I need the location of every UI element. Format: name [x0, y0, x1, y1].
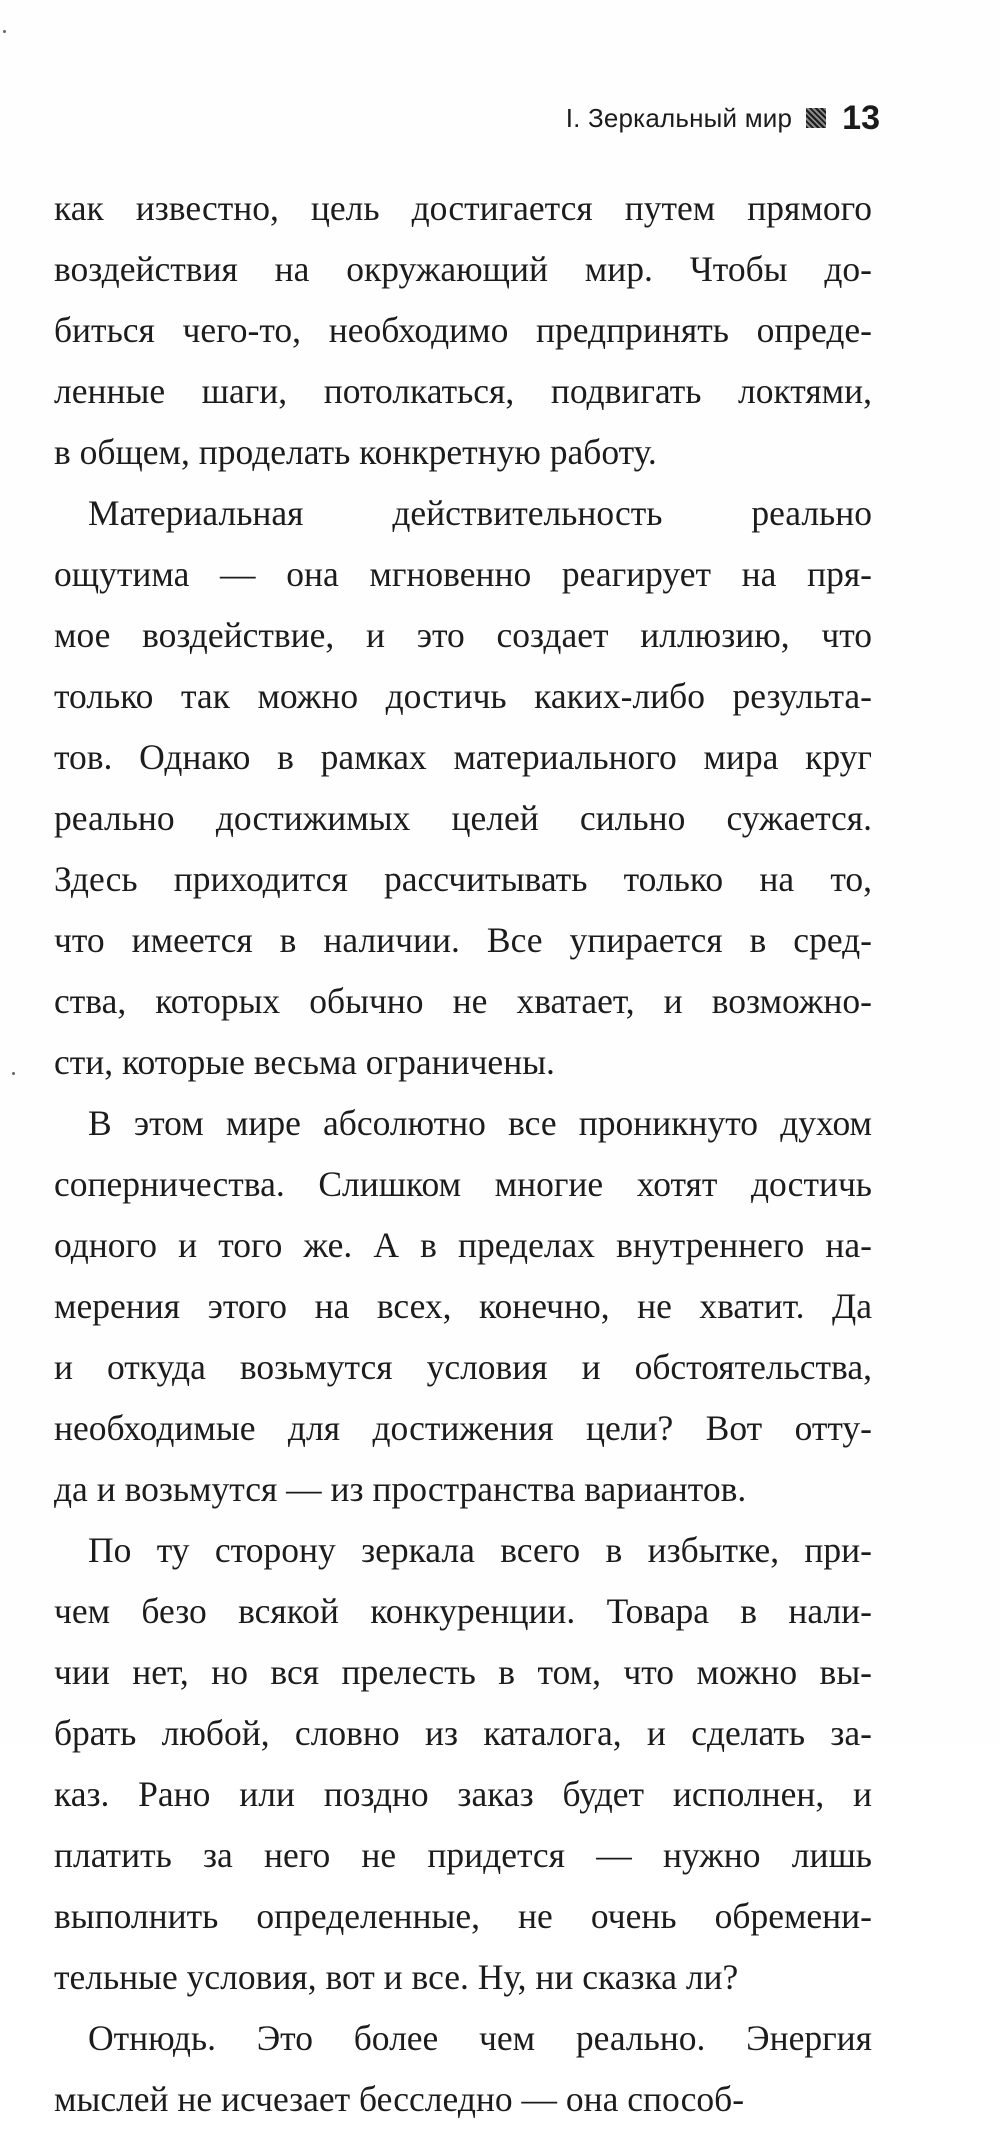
body-text [54, 178, 872, 2130]
text-line: что имеется в наличии. Все упирается в сред- [54, 920, 872, 960]
text-line: чем безо всякой конкуренции. Товара в нали- [54, 1591, 872, 1631]
text-line: тельные условия, вот и все. Ну, ни сказка ли? [54, 1957, 739, 1997]
text-line: соперничества. Слишком многие хотят достичь [54, 1164, 872, 1204]
text-line: как известно, цель достигается путем прямого [54, 188, 872, 228]
text-line: биться чего-то, необходимо предпринять опреде- [54, 310, 872, 350]
text-line: только так можно достичь каких-либо результа- [54, 676, 872, 716]
text-line: ощутима — она мгновенно реагирует на пря- [54, 554, 872, 594]
text-line: реально достижимых целей сильно сужается. [54, 798, 872, 838]
page-number: 13 [842, 98, 880, 137]
text-line: По ту сторону зеркала всего в избытке, при- [88, 1530, 872, 1570]
text-line: и откуда возьмутся условия и обстоятельства, [54, 1347, 872, 1387]
paragraph [54, 178, 872, 483]
paragraph [54, 1093, 872, 1520]
text-line: мерения этого на всех, конечно, не хватит. Да [54, 1286, 872, 1326]
text-line: в общем, проделать конкретную работу. [54, 432, 657, 472]
text-line: мыслей не исчезает бесследно — она способ- [54, 2079, 745, 2119]
paragraph [54, 2008, 872, 2130]
running-header [566, 96, 880, 140]
text-line: выполнить определенные, не очень обремени- [54, 1896, 872, 1936]
square-marker-icon [806, 108, 826, 128]
chapter-title: I. Зеркальный мир [565, 102, 793, 133]
text-line: необходимые для достижения цели? Вот отту- [54, 1408, 872, 1448]
text-line: одного и того же. А в пределах внутреннего на- [54, 1225, 872, 1265]
paragraph [54, 483, 872, 1093]
print-speck [12, 1072, 15, 1075]
print-speck [3, 30, 6, 33]
text-line: Отнюдь. Это более чем реально. Энергия [88, 2018, 872, 2058]
text-line: тов. Однако в рамках материального мира круг [54, 737, 872, 777]
text-line: сти, которые весьма ограничены. [54, 1042, 555, 1082]
text-line: Здесь приходится рассчитывать только на то, [54, 859, 872, 899]
text-line: ства, которых обычно не хватает, и возможно- [54, 981, 872, 1021]
text-line: платить за него не придется — нужно лишь [54, 1835, 872, 1875]
text-line: каз. Рано или поздно заказ будет исполнен, и [54, 1774, 872, 1814]
text-line: воздействия на окружающий мир. Чтобы до- [54, 249, 872, 289]
text-line: ленные шаги, потолкаться, подвигать локтями, [54, 371, 872, 411]
text-line: да и возьмутся — из пространства вариантов. [54, 1469, 747, 1509]
paragraph [54, 1520, 872, 2008]
text-line: мое воздействие, и это создает иллюзию, что [54, 615, 872, 655]
text-line: брать любой, словно из каталога, и сделать за- [54, 1713, 872, 1753]
text-line: Материальная действительность реально [88, 493, 872, 533]
text-line: В этом мире абсолютно все проникнуто духом [88, 1103, 872, 1143]
text-line: чии нет, но вся прелесть в том, что можно вы- [54, 1652, 872, 1692]
